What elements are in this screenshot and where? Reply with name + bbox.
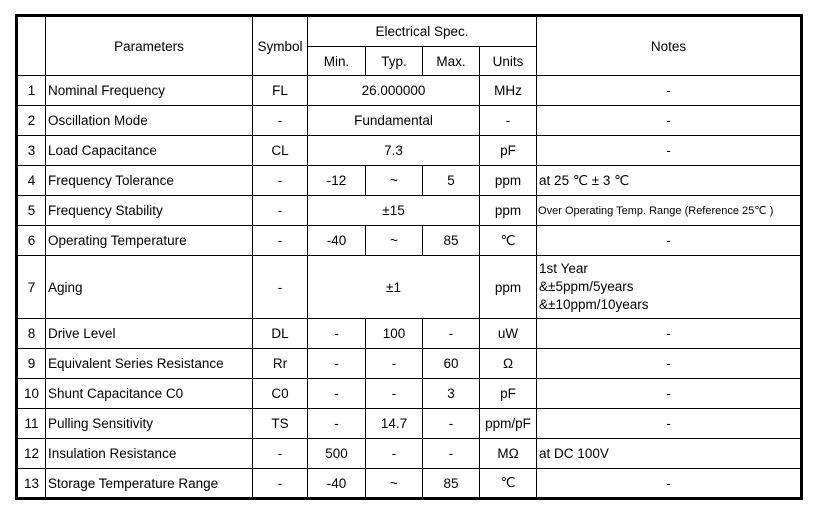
units-cell: ppm — [480, 196, 537, 226]
parameter-name: Frequency Tolerance — [46, 166, 253, 196]
typ-cell: 100 — [366, 319, 423, 349]
row-number: 9 — [17, 349, 46, 379]
symbol-cell: - — [253, 439, 308, 469]
table-row — [17, 379, 802, 409]
header-row-1 — [17, 16, 802, 47]
row-number: 10 — [17, 379, 46, 409]
notes-cell: - — [537, 136, 802, 166]
max-cell: 85 — [423, 469, 480, 499]
units-cell: ppm/pF — [480, 409, 537, 439]
header-parameters: Parameters — [46, 16, 253, 76]
units-cell: ℃ — [480, 226, 537, 256]
typ-cell: - — [366, 349, 423, 379]
min-cell: - — [308, 349, 366, 379]
units-cell: Ω — [480, 349, 537, 379]
notes-cell: - — [537, 469, 802, 499]
header-typ: Typ. — [366, 47, 423, 76]
symbol-cell: CL — [253, 136, 308, 166]
typ-cell: - — [366, 439, 423, 469]
header-no — [17, 16, 46, 76]
table-row — [17, 136, 802, 166]
parameter-name: Drive Level — [46, 319, 253, 349]
header-min: Min. — [308, 47, 366, 76]
spec-table — [15, 14, 803, 500]
notes-cell: - — [537, 226, 802, 256]
spec-value: ±1 — [308, 256, 480, 319]
min-cell: 500 — [308, 439, 366, 469]
parameter-name: Storage Temperature Range — [46, 469, 253, 499]
notes-cell: - — [537, 379, 802, 409]
row-number: 1 — [17, 76, 46, 106]
min-cell: - — [308, 319, 366, 349]
symbol-cell: TS — [253, 409, 308, 439]
max-cell: 60 — [423, 349, 480, 379]
notes-cell: at 25 ℃ ± 3 ℃ — [537, 166, 802, 196]
row-number: 13 — [17, 469, 46, 499]
spec-value: Fundamental — [308, 106, 480, 136]
notes-cell: Over Operating Temp. Range (Reference 25℃ ) — [537, 196, 802, 226]
parameter-name: Insulation Resistance — [46, 439, 253, 469]
parameter-name: Shunt Capacitance C0 — [46, 379, 253, 409]
spec-value: 7.3 — [308, 136, 480, 166]
units-cell: - — [480, 106, 537, 136]
units-cell: MΩ — [480, 439, 537, 469]
aging-note-line: 1st Year — [539, 261, 588, 276]
typ-cell: ~ — [366, 469, 423, 499]
row-number: 7 — [17, 256, 46, 319]
max-cell: - — [423, 319, 480, 349]
parameter-name: Load Capacitance — [46, 136, 253, 166]
row-number: 11 — [17, 409, 46, 439]
typ-cell: - — [366, 379, 423, 409]
min-cell: - — [308, 379, 366, 409]
notes-cell: - — [537, 76, 802, 106]
symbol-cell: C0 — [253, 379, 308, 409]
notes-cell: at DC 100V — [537, 439, 802, 469]
symbol-cell: - — [253, 226, 308, 256]
row-number: 5 — [17, 196, 46, 226]
symbol-cell: Rr — [253, 349, 308, 379]
notes-cell: - — [537, 409, 802, 439]
typ-cell: 14.7 — [366, 409, 423, 439]
table-row — [17, 349, 802, 379]
max-cell: 85 — [423, 226, 480, 256]
header-electrical-spec: Electrical Spec. — [308, 16, 537, 47]
symbol-cell: DL — [253, 319, 308, 349]
header-symbol: Symbol — [253, 16, 308, 76]
header-max: Max. — [423, 47, 480, 76]
table-row — [17, 319, 802, 349]
aging-note-line: &±10ppm/10years — [539, 297, 649, 312]
notes-cell: - — [537, 106, 802, 136]
table-row — [17, 409, 802, 439]
row-number: 2 — [17, 106, 46, 136]
min-cell: -40 — [308, 226, 366, 256]
max-cell: 5 — [423, 166, 480, 196]
table-row — [17, 166, 802, 196]
header-units: Units — [480, 47, 537, 76]
max-cell: - — [423, 409, 480, 439]
row-number: 3 — [17, 136, 46, 166]
symbol-cell: FL — [253, 76, 308, 106]
max-cell: 3 — [423, 379, 480, 409]
units-cell: MHz — [480, 76, 537, 106]
spec-value: ±15 — [308, 196, 480, 226]
notes-cell: - — [537, 319, 802, 349]
row-number: 12 — [17, 439, 46, 469]
row-number: 4 — [17, 166, 46, 196]
parameter-name: Frequency Stability — [46, 196, 253, 226]
units-cell: uW — [480, 319, 537, 349]
min-cell: -40 — [308, 469, 366, 499]
parameter-name: Oscillation Mode — [46, 106, 253, 136]
symbol-cell: - — [253, 256, 308, 319]
spec-value: 26.000000 — [308, 76, 480, 106]
units-cell: ppm — [480, 256, 537, 319]
symbol-cell: - — [253, 166, 308, 196]
symbol-cell: - — [253, 469, 308, 499]
table-row — [17, 439, 802, 469]
notes-cell — [537, 256, 802, 319]
units-cell: pF — [480, 136, 537, 166]
table-row — [17, 76, 802, 106]
table-row — [17, 469, 802, 499]
units-cell: ℃ — [480, 469, 537, 499]
max-cell: - — [423, 439, 480, 469]
table-row — [17, 226, 802, 256]
units-cell: ppm — [480, 166, 537, 196]
parameter-name: Nominal Frequency — [46, 76, 253, 106]
row-number: 6 — [17, 226, 46, 256]
typ-cell: ~ — [366, 166, 423, 196]
symbol-cell: - — [253, 196, 308, 226]
aging-note-line: &±5ppm/5years — [539, 279, 634, 294]
parameter-name: Equivalent Series Resistance — [46, 349, 253, 379]
symbol-cell: - — [253, 106, 308, 136]
typ-cell: ~ — [366, 226, 423, 256]
min-cell: -12 — [308, 166, 366, 196]
units-cell: pF — [480, 379, 537, 409]
parameter-name: Pulling Sensitivity — [46, 409, 253, 439]
header-notes: Notes — [537, 16, 802, 76]
table-row — [17, 106, 802, 136]
min-cell: - — [308, 409, 366, 439]
row-number: 8 — [17, 319, 46, 349]
table-row — [17, 256, 802, 319]
table-row — [17, 196, 802, 226]
notes-cell: - — [537, 349, 802, 379]
parameter-name: Operating Temperature — [46, 226, 253, 256]
parameter-name: Aging — [46, 256, 253, 319]
